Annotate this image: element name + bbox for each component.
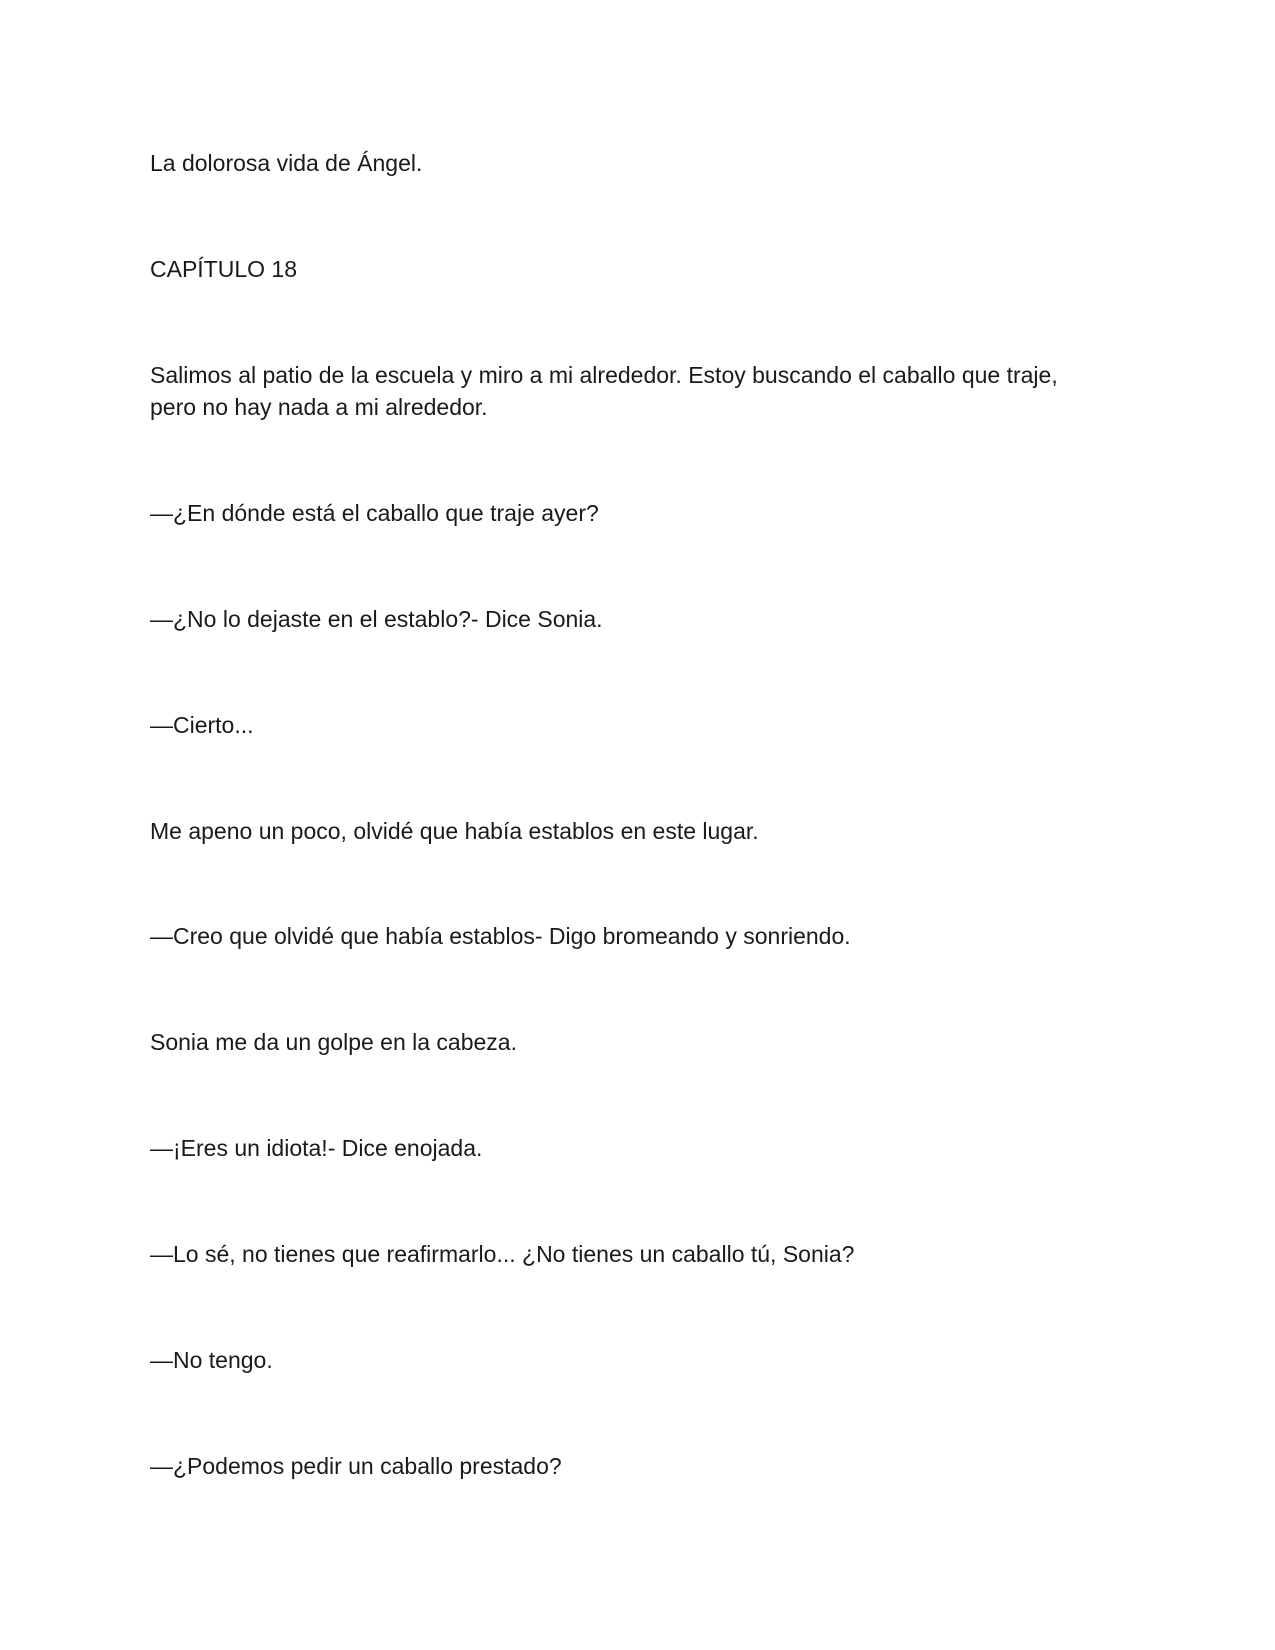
document-title: La dolorosa vida de Ángel. (150, 150, 423, 176)
chapter-heading: CAPÍTULO 18 (150, 256, 297, 282)
paragraph: Sonia me da un golpe en la cabeza. (150, 1029, 517, 1055)
paragraph: —Lo sé, no tienes que reafirmarlo... ¿No tienes un caballo tú, Sonia? (150, 1241, 855, 1267)
paragraph: —No tengo. (150, 1347, 273, 1373)
paragraph: —¡Eres un idiota!- Dice enojada. (150, 1135, 483, 1161)
paragraph: —Creo que olvidé que había establos- Digo bromeando y sonriendo. (150, 923, 851, 949)
paragraph: Salimos al patio de la escuela y miro a mi alrededor. Estoy buscando el caballo que traje, pero no hay nada a mi alrededor. (150, 362, 1058, 420)
paragraph: —Cierto... (150, 712, 254, 738)
paragraph: —¿En dónde está el caballo que traje ayer? (150, 500, 599, 526)
paragraph: Me apeno un poco, olvidé que había establos en este lugar. (150, 818, 759, 844)
paragraph: —¿Podemos pedir un caballo prestado? (150, 1453, 562, 1479)
paragraph: —¿No lo dejaste en el establo?- Dice Sonia. (150, 606, 603, 632)
